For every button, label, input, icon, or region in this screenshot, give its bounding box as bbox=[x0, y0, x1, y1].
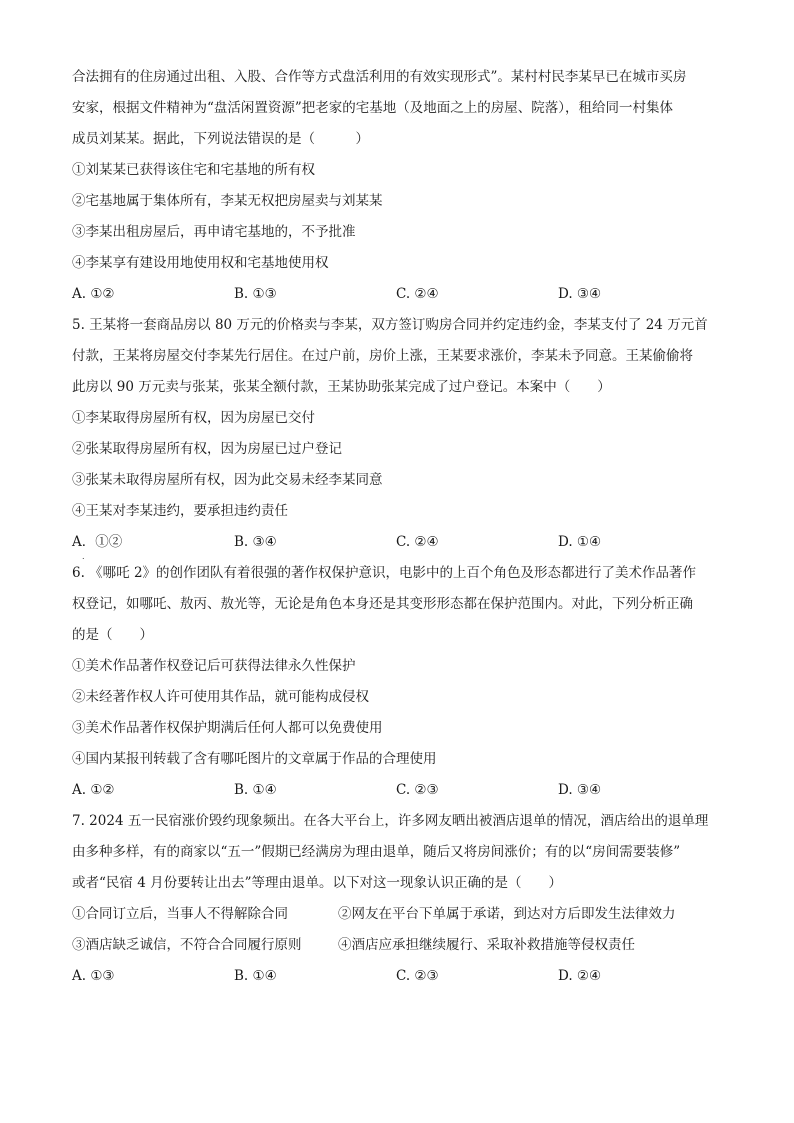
statement-item: ①合同订立后，当事人不得解除合同 bbox=[72, 906, 288, 922]
statement-item: ①李某取得房屋所有权，因为房屋已交付 bbox=[72, 410, 315, 426]
statement-item: ④李某享有建设用地使用权和宅基地使用权 bbox=[72, 255, 329, 271]
statement-item: ②未经著作权人许可使用其作品，就可能构成侵权 bbox=[72, 689, 369, 705]
answer-options bbox=[72, 279, 722, 310]
answer-options bbox=[72, 775, 722, 806]
answer-options bbox=[72, 961, 722, 992]
question-stem-line: 付款，王某将房屋交付李某先行居住。在过户前，房价上涨，王某要求涨价，李某未予同意。王某偷偷将 bbox=[72, 348, 693, 364]
question-stem-line: 或者“民宿 4 月份要转让出去”等理由退单。以下对这一现象认识正确的是（ ） bbox=[72, 875, 562, 891]
question-stem-line: 5. 王某将一套商品房以 80 万元的价格卖与李某，双方签订购房合同并约定违约金，李某支付了 24 万元首 bbox=[72, 317, 708, 333]
statement-item: ①美术作品著作权登记后可获得法律永久性保护 bbox=[72, 658, 356, 674]
option-b: B. ①③ bbox=[234, 286, 277, 302]
option-d: D. ①④ bbox=[558, 534, 602, 550]
question-stem-line: 的是（ ） bbox=[72, 627, 153, 643]
option-a: A．①② bbox=[72, 534, 123, 550]
question-stem-line: 6. 《哪吒 2》的创作团队有着很强的著作权保护意识，电影中的上百个角色及形态都进行了美术作品著作 bbox=[72, 565, 697, 581]
exam-page bbox=[72, 62, 722, 992]
question-stem-line: 由多种多样，有的商家以“五一”假期已经满房为理由退单，随后又将房间涨价；有的以“房间需要装修” bbox=[72, 844, 681, 860]
option-d: D. ②④ bbox=[558, 968, 602, 984]
question-stem-line: 安家，根据文件精神为“盘活闲置资源”把老家的宅基地（及地面之上的房屋、院落），租给同一村集体 bbox=[72, 100, 674, 116]
question-stem-line: 此房以 90 万元卖与张某，张某全额付款，王某协助张某完成了过户登记。本案中（ ） bbox=[72, 379, 611, 395]
statement-pair bbox=[72, 930, 722, 961]
statement-item: ④国内某报刊转载了含有哪吒图片的文章属于作品的合理使用 bbox=[72, 751, 437, 767]
statement-item: ③李某出租房屋后，再申请宅基地的，不予批准 bbox=[72, 224, 356, 240]
option-c: C. ②③ bbox=[396, 782, 439, 798]
option-b: B. ①④ bbox=[234, 968, 277, 984]
question-6 bbox=[72, 558, 722, 806]
option-a: A. ①② bbox=[72, 286, 115, 302]
answer-options bbox=[72, 527, 722, 558]
question-7 bbox=[72, 806, 722, 992]
statement-item: ③美术作品著作权保护期满后任何人都可以免费使用 bbox=[72, 720, 383, 736]
statement-item: ②网友在平台下单属于承诺，到达对方后即发生法律效力 bbox=[338, 906, 676, 922]
question-stem-line: 合法拥有的住房通过出租、入股、合作等方式盘活利用的有效实现形式”。某村村民李某早已在城市买房 bbox=[72, 69, 687, 85]
stray-mark: . bbox=[82, 552, 85, 561]
option-c: C. ②④ bbox=[396, 286, 439, 302]
option-d: D. ③④ bbox=[558, 286, 602, 302]
statement-item: ③张某未取得房屋所有权，因为此交易未经李某同意 bbox=[72, 472, 383, 488]
question-stem-line: 权登记，如哪吒、敖丙、敖光等，无论是角色本身还是其变形形态都在保护范围内。对此，下列分析正确 bbox=[72, 596, 693, 612]
statement-item: ②宅基地属于集体所有，李某无权把房屋卖与刘某某 bbox=[72, 193, 383, 209]
statement-item: ④王某对李某违约，要承担违约责任 bbox=[72, 503, 288, 519]
option-b: B. ①④ bbox=[234, 782, 277, 798]
question-stem-line: 7. 2024 五一民宿涨价毁约现象频出。在各大平台上，许多网友晒出被酒店退单的情况，酒店给出的退单理 bbox=[72, 813, 709, 829]
statement-item: ①刘某某已获得该住宅和宅基地的所有权 bbox=[72, 162, 315, 178]
question-5 bbox=[72, 310, 722, 558]
statement-item: ③酒店缺乏诚信，不符合合同履行原则 bbox=[72, 937, 302, 953]
option-a: A. ①③ bbox=[72, 968, 115, 984]
question-4 bbox=[72, 62, 722, 310]
statement-item: ②张某取得房屋所有权，因为房屋已过户登记 bbox=[72, 441, 342, 457]
option-c: C. ②④ bbox=[396, 534, 439, 550]
question-stem-line: 成员刘某某。据此，下列说法错误的是（ ） bbox=[72, 131, 369, 147]
option-a: A. ①② bbox=[72, 782, 115, 798]
option-d: D. ③④ bbox=[558, 782, 602, 798]
option-c: C. ②③ bbox=[396, 968, 439, 984]
statement-pair bbox=[72, 899, 722, 930]
option-b: B. ③④ bbox=[234, 534, 277, 550]
statement-item: ④酒店应承担继续履行、采取补救措施等侵权责任 bbox=[338, 937, 635, 953]
